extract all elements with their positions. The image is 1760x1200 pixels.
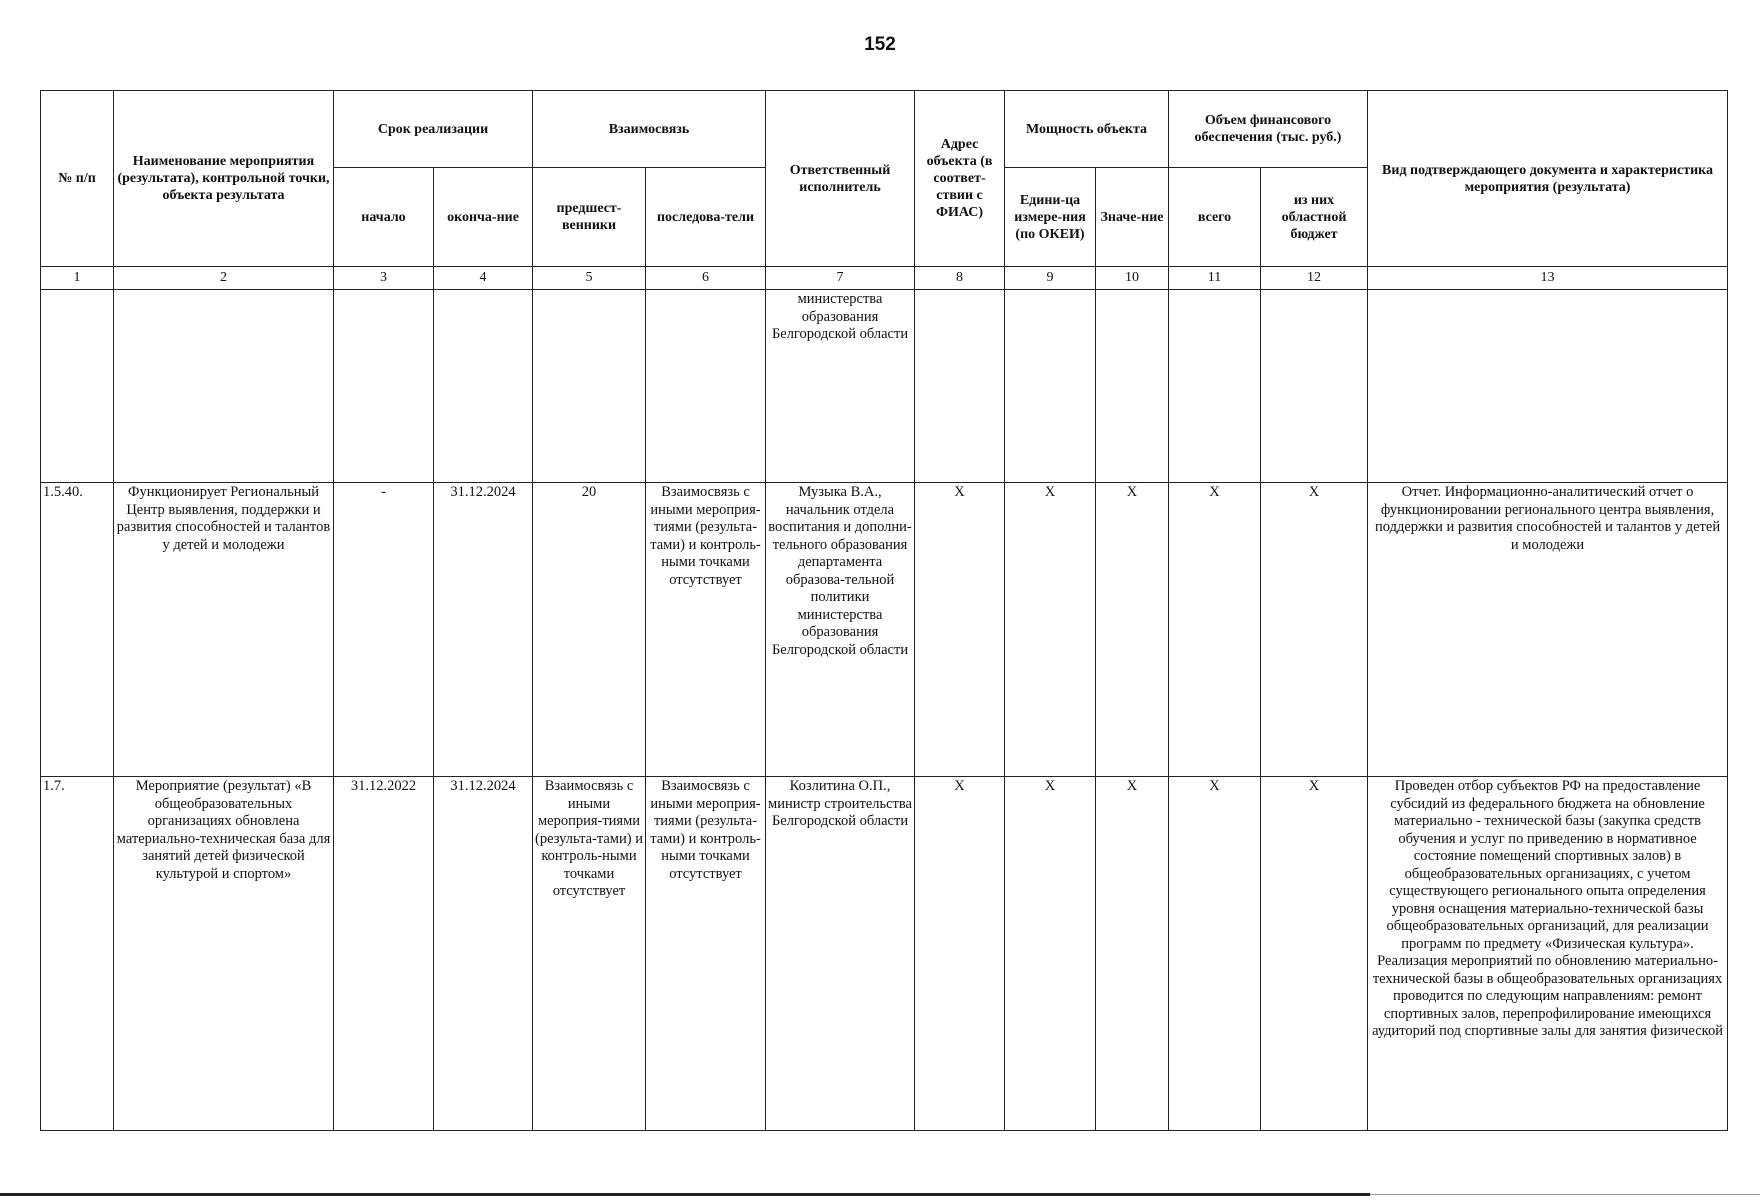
cell-value: X	[1096, 483, 1169, 777]
cell-prev	[533, 290, 646, 483]
cell-doc: Отчет. Информационно-аналитический отчет о функционировании регионального центра выявления, поддержки и развития способностей и талантов у детей и молодежи	[1368, 483, 1728, 777]
column-number: 9	[1005, 267, 1096, 290]
cell-total	[1169, 290, 1261, 483]
column-number-row	[41, 267, 1728, 290]
cell-executor: министерства образования Белгородской области	[766, 290, 915, 483]
cell-name: Мероприятие (результат) «В общеобразовательных организациях обновлена материально-техническая база для занятий детей физической культурой и спортом»	[114, 777, 334, 1131]
cell-end: 31.12.2024	[434, 483, 533, 777]
cell-num	[41, 290, 114, 483]
cell-total: X	[1169, 777, 1261, 1131]
cell-prev: Взаимосвязь с иными мероприя-тиями (результа-тами) и контроль-ными точками отсутствует	[533, 777, 646, 1131]
header-finance: Объем финансового обеспечения (тыс. руб.)	[1169, 91, 1368, 168]
column-number: 10	[1096, 267, 1169, 290]
cell-regional: X	[1261, 483, 1368, 777]
header-cap-value: Значе-ние	[1096, 168, 1169, 267]
cell-regional	[1261, 290, 1368, 483]
column-number: 3	[334, 267, 434, 290]
cell-executor: Музыка В.А., начальник отдела воспитания и дополни-тельного образования департамента образова-тельной политики министерства образования Белгородской области	[766, 483, 915, 777]
cell-next: Взаимосвязь с иными мероприя-тиями (результа-тами) и контроль-ными точками отсутствует	[646, 483, 766, 777]
cell-doc	[1368, 290, 1728, 483]
header-link-prev: предшест-венники	[533, 168, 646, 267]
header-num: № п/п	[41, 91, 114, 267]
header-executor: Ответственный исполнитель	[766, 91, 915, 267]
table-row	[41, 483, 1728, 777]
header-term-end: оконча-ние	[434, 168, 533, 267]
table-row	[41, 290, 1728, 483]
column-number: 1	[41, 267, 114, 290]
bottom-scan-line	[0, 1193, 1370, 1196]
header-fin-regional: из них областной бюджет	[1261, 168, 1368, 267]
table-row	[41, 777, 1728, 1131]
cell-executor: Козлитина О.П., министр строительства Белгородской области	[766, 777, 915, 1131]
column-number: 2	[114, 267, 334, 290]
cell-unit	[1005, 290, 1096, 483]
column-number: 4	[434, 267, 533, 290]
cell-start: -	[334, 483, 434, 777]
cell-name	[114, 290, 334, 483]
cell-address: X	[915, 483, 1005, 777]
cell-num: 1.5.40.	[41, 483, 114, 777]
column-number: 11	[1169, 267, 1261, 290]
header-link: Взаимосвязь	[533, 91, 766, 168]
cell-address: X	[915, 777, 1005, 1131]
cell-end: 31.12.2024	[434, 777, 533, 1131]
cell-value	[1096, 290, 1169, 483]
cell-end	[434, 290, 533, 483]
table-header	[41, 91, 1728, 267]
header-link-next: последова-тели	[646, 168, 766, 267]
cell-num: 1.7.	[41, 777, 114, 1131]
column-number: 8	[915, 267, 1005, 290]
column-number: 12	[1261, 267, 1368, 290]
cell-start	[334, 290, 434, 483]
header-capacity: Мощность объекта	[1005, 91, 1169, 168]
page-number: 152	[864, 34, 896, 55]
header-doc: Вид подтверждающего документа и характеристика мероприятия (результата)	[1368, 91, 1728, 267]
header-term-start: начало	[334, 168, 434, 267]
column-number: 6	[646, 267, 766, 290]
cell-unit: X	[1005, 777, 1096, 1131]
cell-next: Взаимосвязь с иными мероприя-тиями (результа-тами) и контроль-ными точками отсутствует	[646, 777, 766, 1131]
cell-value: X	[1096, 777, 1169, 1131]
column-number: 7	[766, 267, 915, 290]
measures-table	[40, 90, 1728, 1131]
cell-next	[646, 290, 766, 483]
cell-total: X	[1169, 483, 1261, 777]
bottom-scan-line-faint	[1370, 1194, 1760, 1195]
cell-address	[915, 290, 1005, 483]
cell-start: 31.12.2022	[334, 777, 434, 1131]
cell-regional: X	[1261, 777, 1368, 1131]
header-cap-unit: Едини-ца измере-ния (по ОКЕИ)	[1005, 168, 1096, 267]
header-name: Наименование мероприятия (результата), контрольной точки, объекта результата	[114, 91, 334, 267]
header-term: Срок реализации	[334, 91, 533, 168]
cell-unit: X	[1005, 483, 1096, 777]
column-number: 13	[1368, 267, 1728, 290]
header-fin-total: всего	[1169, 168, 1261, 267]
cell-prev: 20	[533, 483, 646, 777]
cell-name: Функционирует Региональный Центр выявления, поддержки и развития способностей и талантов у детей и молодежи	[114, 483, 334, 777]
cell-doc: Проведен отбор субъектов РФ на предоставление субсидий из федерального бюджета на обновление материально - технической базы (закупка средств обучения и услуг по приведению в нормативное состояние помещений спортивных залов) в общеобразовательных организациях, с учетом существующего регионального опыта определения уровня оснащения материально-технической базы общеобразовательных организаций, для реализации программ по предмету «Физическая культура». Реализация мероприятий по обновлению материально-технической базы в общеобразовательных организациях проводится по следующим направлениям: ремонт спортивных залов, перепрофилирование имеющихся аудиторий под спортивные залы для занятия физической	[1368, 777, 1728, 1131]
column-number: 5	[533, 267, 646, 290]
header-address: Адрес объекта (в соответ-ствии с ФИАС)	[915, 91, 1005, 267]
